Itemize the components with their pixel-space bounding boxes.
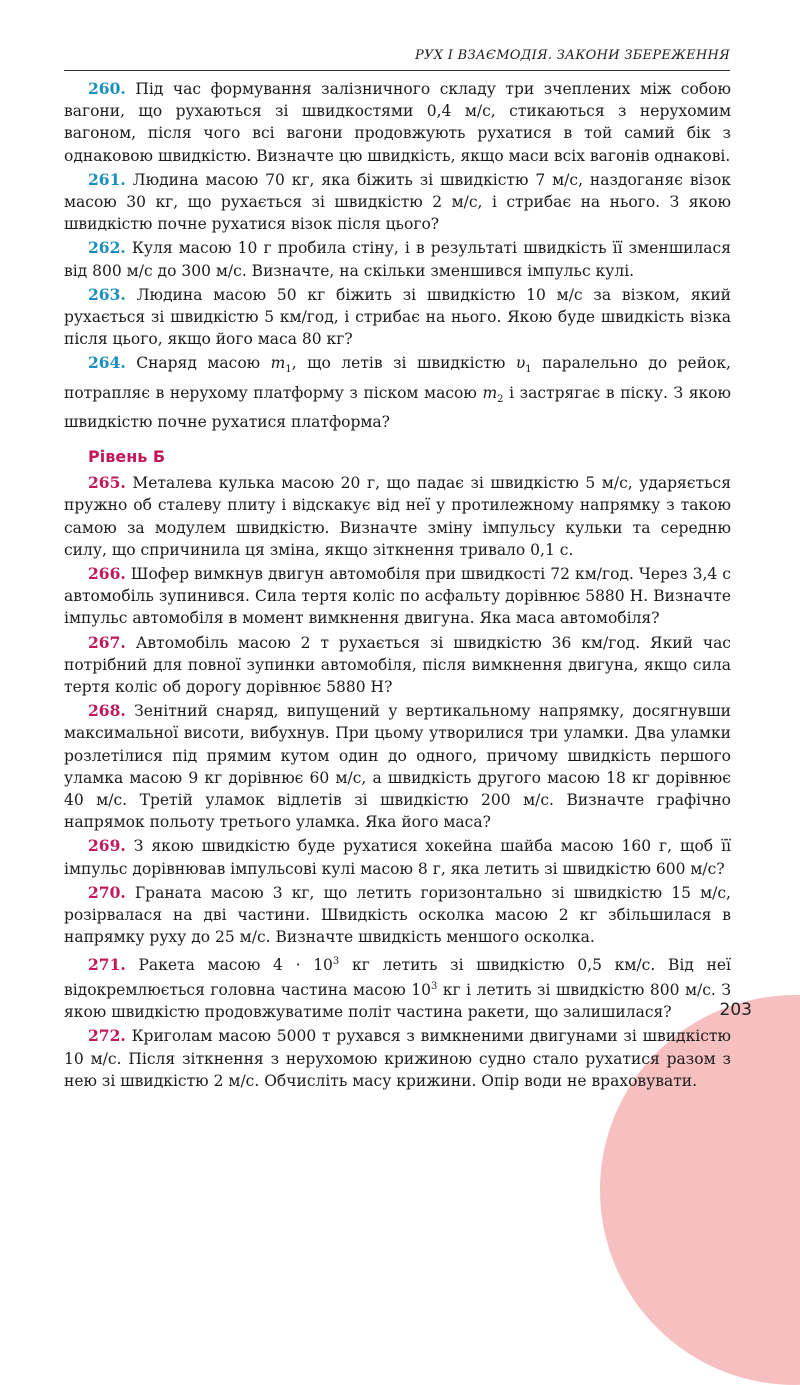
problem-263 xyxy=(64,284,731,351)
mass-symbol: m xyxy=(270,354,286,373)
problem-number: 263. xyxy=(88,284,126,304)
problem-267 xyxy=(64,632,731,699)
problem-number: 266. xyxy=(88,564,126,584)
problem-text: Шофер вимкнув двигун автомобіля при швидкості 72 км/год. Через 3,4 с автомобіль зупинився. Сила тертя коліс по асфальту дорівнює 5880 Н. Визначте імпульс автомобіля в момент вимкнення двигуна. Яка маса автомобіля? xyxy=(64,565,731,628)
problem-number: 260. xyxy=(88,79,126,98)
problem-number: 265. xyxy=(88,473,126,493)
problem-text: Граната масою 3 кг, що летить горизонтально зі швидкістю 15 м/с, розірвалася на дві частини. Швидкість осколка масою 2 кг збільшилася в напрямку руху до 25 м/с. Визначте швидкість меншого осколка. xyxy=(64,883,731,947)
mass-symbol: m xyxy=(482,383,498,402)
problem-number: 267. xyxy=(88,632,126,652)
problem-text: паралельно до рейок, потрапляє в нерухому платформу з піском масою xyxy=(64,354,731,402)
problem-265 xyxy=(64,472,731,561)
problem-number: 270. xyxy=(88,882,126,902)
problem-text: З якою швидкістю буде рухатися хокейна шайба масою 160 г, щоб її імпульс дорівнював імпульсові кулі масою 8 г, яка летить зі швидкістю 600 м/с? xyxy=(64,837,731,878)
problems-content xyxy=(64,78,731,1094)
running-header xyxy=(64,44,730,71)
problem-text: Людина масою 50 кг біжить зі швидкістю 10 м/с за візком, який рухається зі швидкістю 5 км/год, і стрибає на нього. Якою буде швидкість візка після цього, якщо його маса 80 кг? xyxy=(64,285,731,349)
problem-268 xyxy=(64,700,731,833)
problem-270 xyxy=(64,882,731,949)
problem-text: , що летів зі швидкістю xyxy=(291,354,516,373)
problem-text: Снаряд масою xyxy=(136,354,271,373)
problem-262 xyxy=(64,237,731,281)
problem-266 xyxy=(64,563,731,630)
subscript: 1 xyxy=(525,364,532,376)
problem-269 xyxy=(64,835,731,879)
problem-number: 269. xyxy=(88,836,126,856)
subscript: 1 xyxy=(285,364,292,376)
problem-text: Автомобіль масою 2 т рухається зі швидкістю 36 км/год. Який час потрібний для повної зупинки автомобіля, після вимкнення двигуна, якщо сила тертя коліс об дорогу дорівнює 5880 Н? xyxy=(64,633,731,697)
subscript: 2 xyxy=(497,393,504,405)
page-number: 203 xyxy=(719,1000,752,1020)
problem-text: Куля масою 10 г пробила стіну, і в результаті швидкість її зменшилася від 800 м/с до 300 м/с. Визначте, на скільки зменшився імпульс кулі. xyxy=(64,239,731,280)
problem-text: Зенітний снаряд, випущений у вертикальному напрямку, досягнувши максимальної висоти, вибухнув. При цьому утворилися три уламки. Два уламки розлетілися під прямим кутом один до одного, причому швидкість першого уламка масою 9 кг дорівнює 60 м/с, а швидкість другого масою 18 кг дорівнює 40 м/с. Третій уламок відлетів зі швидкістю 200 м/с. Визначте графічно напрямок польоту третього уламка. Яка його маса? xyxy=(64,702,731,832)
problem-260 xyxy=(64,78,731,167)
problem-number: 268. xyxy=(88,701,126,721)
superscript: 3 xyxy=(430,980,438,992)
problem-number: 261. xyxy=(88,169,126,189)
problem-272 xyxy=(64,1025,731,1092)
problem-264 xyxy=(64,352,731,433)
problem-text: Криголам масою 5000 т рухався з вимкненими двигунами зі швидкістю 10 м/с. Після зіткнення з нерухомою крижиною судно стало рухатися разом з нею зі швидкістю 2 м/с. Обчисліть масу крижини. Опір води не враховувати. xyxy=(64,1027,731,1090)
level-b-heading: Рівень Б xyxy=(88,447,166,467)
problem-text: кг летить зі швидкістю 0,5 км/с. Від неї відокремлюється головна частина масою 10 xyxy=(64,955,731,1000)
problem-271 xyxy=(64,951,731,1024)
problem-number: 271. xyxy=(88,954,126,974)
problem-text: Людина масою 70 кг, яка біжить зі швидкістю 7 м/с, наздоганяє візок масою 30 кг, що рухається зі швидкістю 2 м/с, і стрибає на нього. З якою швидкістю почне рухатися візок після цього? xyxy=(64,170,731,234)
problem-number: 272. xyxy=(88,1026,126,1046)
velocity-symbol: υ xyxy=(515,354,526,373)
problem-text: Під час формування залізничного складу три зчеплених між собою вагони, що рухаються зі швидкостями 0,4 м/с, стикаються з нерухомим вагоном, після чого всі вагони продовжують рухатися в той самий бік з однаковою швидкістю. Визначте цю швидкість, якщо маси всіх вагонів однакові. xyxy=(64,80,731,165)
chapter-title: РУХ І ВЗАЄМОДІЯ. ЗАКОНИ ЗБЕРЕЖЕННЯ xyxy=(415,48,730,63)
problem-text: Металева кулька масою 20 г, що падає зі швидкістю 5 м/с, ударяється пружно об сталеву плиту і відскакує від неї у протилежному напрямку з такою самою за модулем швидкістю. Визначте зміну імпульсу кульки та середню силу, що спричинила ця зміна, якщо зіткнення тривало 0,1 с. xyxy=(64,474,731,559)
problem-number: 262. xyxy=(88,238,126,258)
problem-261 xyxy=(64,169,731,236)
problem-text: кг і летить зі швидкістю 800 м/с. З якою швидкістю продовжуватиме політ частина ракети, що залишилася? xyxy=(64,981,731,1022)
problem-text: і застрягає в піску. З якою швидкістю почне рухатися платформа? xyxy=(64,383,732,432)
superscript: 3 xyxy=(332,955,340,967)
problem-text: Ракета масою 4 · 10 xyxy=(138,955,333,974)
problem-number: 264. xyxy=(88,353,126,373)
